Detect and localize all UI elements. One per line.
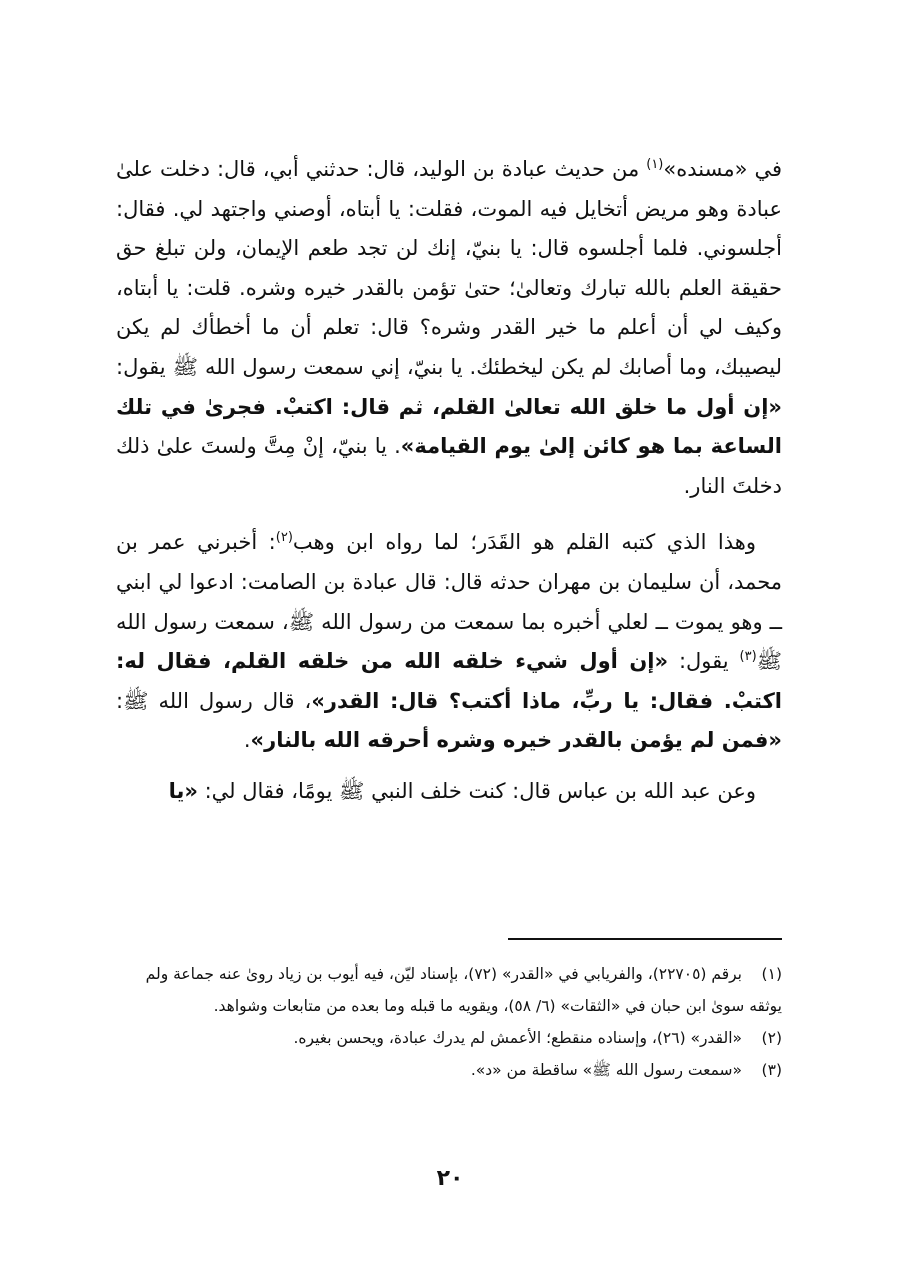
footnotes bbox=[116, 958, 782, 1086]
footnote-ref-3: (٣) bbox=[739, 649, 757, 665]
text-run: : أخبرني عمر بن محمد، أن سليمان بن مهران حدثه قال: قال عبادة بن الصامت: ادعوا لي ابني ــ وهو يموت ــ لعلي أخبره بما سمعت من رسول الله ﷺ، سمعت رسول الله ﷺ bbox=[116, 530, 783, 674]
paragraph-2 bbox=[116, 523, 782, 761]
footnote-text: «سمعت رسول الله ﷺ» ساقطة من «د». bbox=[470, 1061, 742, 1079]
main-text bbox=[116, 150, 782, 812]
text-run: في «مسنده» bbox=[663, 157, 782, 181]
text-run: . bbox=[243, 728, 251, 753]
hadith-quote: «إن أول شيء خلقه الله من خلقه القلم، فقال له: اكتبْ. فقال: يا ربِّ، ماذا أكتب؟ قال: القدر» bbox=[116, 649, 782, 713]
hadith-quote: «إن أول ما خلق الله تعالىٰ القلم، ثم قال: اكتبْ. فجرىٰ في تلك الساعة بما هو كائن إلىٰ يوم القيامة» bbox=[116, 394, 783, 459]
footnote-text: برقم (٢٢٧٠٥)، والفريابي في «القدر» (٧٢)، بإسناد ليّن، فيه أيوب بن زياد روىٰ عنه جماعة ولم يوثقه سوىٰ ابن حبان في «الثقات» (٦/ ٥٨)، ويقويه ما قبله وما بعده من متابعات وشواهد. bbox=[145, 965, 782, 1015]
footnote-number: (١) bbox=[761, 965, 782, 983]
footnote-text: «القدر» (٢٦)، وإسناده منقطع؛ الأعمش لم يدرك عبادة، ويحسن بغيره. bbox=[293, 1029, 742, 1047]
text-run: يقول: bbox=[668, 649, 740, 674]
footnote-ref-1: (١) bbox=[646, 157, 664, 172]
footnote-ref-2: (٢) bbox=[275, 530, 293, 546]
footnote-number: (٢) bbox=[761, 1029, 782, 1047]
footnote-3 bbox=[116, 1054, 782, 1086]
page-number: ٢٠ bbox=[436, 1166, 464, 1191]
footnote-1 bbox=[116, 958, 782, 1022]
hadith-quote: «فمن لم يؤمن بالقدر خيره وشره أحرقه الله بالنار» bbox=[250, 728, 782, 753]
text-run: وهذا الذي كتبه القلم هو القَدَر؛ لما رواه ابن وهب bbox=[292, 530, 757, 555]
footnote-divider bbox=[508, 938, 782, 940]
text-run: ، قال رسول الله ﷺ: bbox=[116, 688, 312, 713]
text-run: . يا بنيّ، إنْ مِتَّ ولستَ علىٰ ذلك دخلتَ النار. bbox=[116, 434, 782, 498]
paragraph-3 bbox=[116, 772, 782, 812]
paragraph-1 bbox=[116, 150, 782, 506]
text-run: من حديث عبادة بن الوليد، قال: حدثني أبي، قال: دخلت علىٰ عبادة وهو مريض أتخايل فيه الموت، فقلت: يا أبتاه، أوصني واجتهد لي. فقال: أجلسوني. فلما أجلسوه قال: يا بنيّ، إنك لن تجد طعم الإيمان، ولن تبلغ حق حقيقة العلم بالله تبارك وتعالىٰ؛ حتىٰ تؤمن بالقدر خيره وشره. قلت: يا أبتاه، وكيف لي أن أعلم ما خير القدر وشره؟ قال: تعلم أن ما أخطأك لم يكن ليصيبك، وما أصابك لم يكن ليخطئك. يا بنيّ، إني سمعت رسول الله ﷺ يقول: bbox=[116, 157, 782, 379]
hadith-quote: «يا bbox=[168, 778, 198, 803]
footnote-2 bbox=[116, 1022, 782, 1054]
text-run: وعن عبد الله بن عباس قال: كنت خلف النبي ﷺ يومًا، فقال لي: bbox=[197, 778, 756, 803]
footnote-number: (٣) bbox=[761, 1061, 782, 1079]
